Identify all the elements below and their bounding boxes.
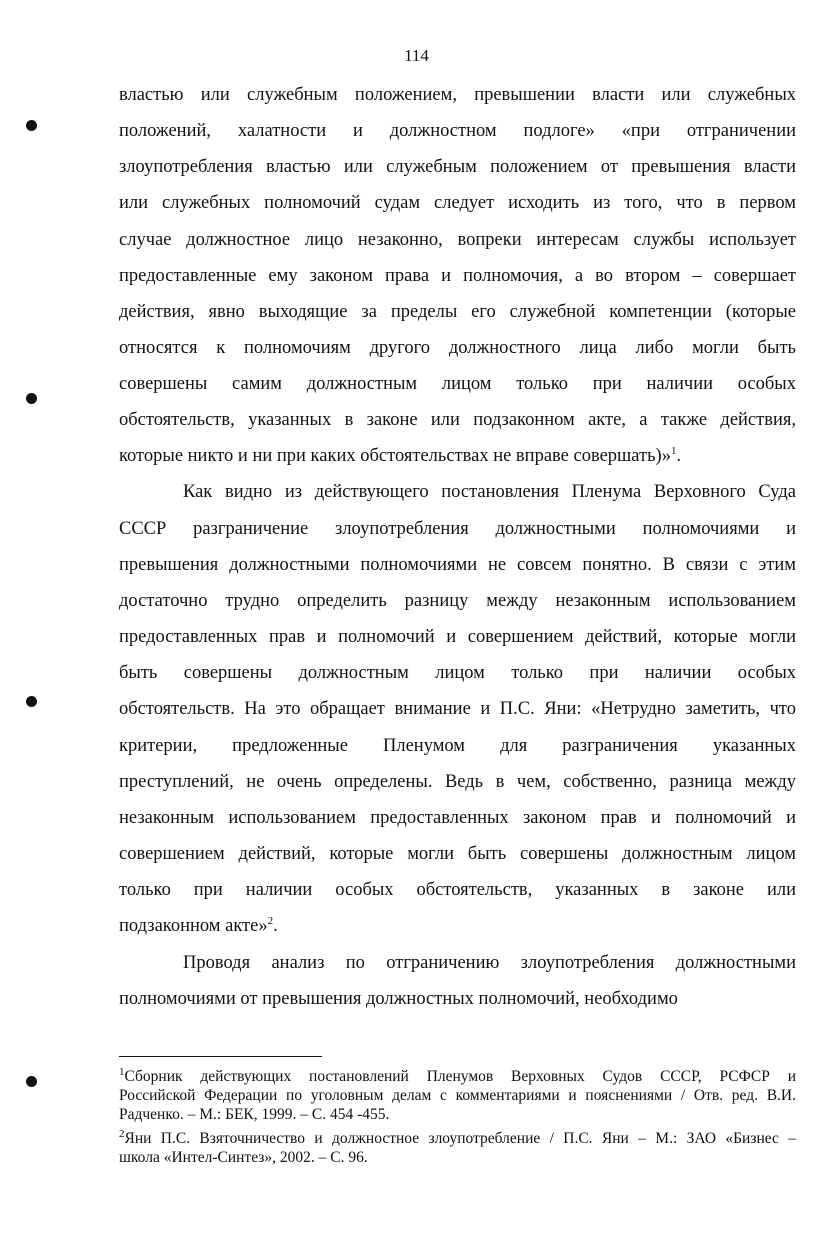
paragraph-2-line: СССР разграничение злоупотребления должностными полномочиями и bbox=[119, 519, 796, 539]
paragraph-1-line: совершены самим должностным лицом только при наличии особых bbox=[119, 374, 796, 394]
footnote-1-line: Радченко. – М.: БЕК, 1999. – С. 454 -455. bbox=[119, 1106, 390, 1123]
paragraph-2-line: предоставленных прав и полномочий и совершением действий, которые могли bbox=[119, 627, 796, 647]
paragraph-2-line: преступлений, не очень определены. Ведь в чем, собственно, разница между bbox=[119, 772, 796, 792]
footnote-2-line bbox=[119, 1127, 796, 1148]
footnote-separator bbox=[119, 1056, 322, 1057]
footnote-ref-2: 2 bbox=[267, 914, 274, 927]
paragraph-2-line: Как видно из действующего постановления Пленума Верховного Суда bbox=[183, 482, 796, 502]
paragraph-2-line: достаточно трудно определить разницу между незаконным использованием bbox=[119, 591, 796, 611]
footnote-2-number: 2 bbox=[119, 1127, 125, 1140]
paragraph-2-line: быть совершены должностным лицом только при наличии особых bbox=[119, 663, 796, 683]
paragraph-1-line: относятся к полномочиям другого должностного лица либо могли быть bbox=[119, 338, 796, 358]
paragraph-1-last-line-text: которые никто и ни при каких обстоятельствах не вправе совершать)» bbox=[119, 446, 671, 466]
paragraph-1-line: злоупотребления властью или служебным положением от превышения власти bbox=[119, 157, 796, 177]
page-number: 114 bbox=[404, 46, 429, 65]
paragraph-1-line: действия, явно выходящие за пределы его служебной компетенции (которые bbox=[119, 302, 796, 322]
paragraph-1-line: обстоятельств, указанных в законе или подзаконном акте, а также действия, bbox=[119, 410, 796, 430]
paragraph-1-line: властью или служебным положением, превышении власти или служебных bbox=[119, 85, 796, 105]
paragraph-1-line: случае должностное лицо незаконно, вопреки интересам службы использует bbox=[119, 230, 796, 250]
paragraph-1-line: или служебных полномочий судам следует исходить из того, что в первом bbox=[119, 193, 796, 213]
paragraph-2-line: только при наличии особых обстоятельств, указанных в законе или bbox=[119, 880, 796, 900]
binder-hole bbox=[26, 393, 37, 404]
binder-hole bbox=[26, 696, 37, 707]
paragraph-1-line: которые никто и ни при каких обстоятельствах не вправе совершать)»$^1$. bbox=[119, 444, 682, 466]
footnote-1-line bbox=[119, 1065, 796, 1086]
paragraph-2-line: превышения должностными полномочиями не совсем понятно. В связи с этим bbox=[119, 555, 796, 575]
paragraph-1-line: положений, халатности и должностном подлоге» «при отграничении bbox=[119, 121, 796, 141]
paragraph-2-line: подзаконном акте»$^2$. bbox=[119, 914, 278, 936]
paragraph-3-line: полномочиями от превышения должностных полномочий, необходимо bbox=[119, 989, 678, 1009]
paragraph-2-line: критерии, предложенные Пленумом для разграничения указанных bbox=[119, 736, 796, 756]
binder-hole bbox=[26, 1076, 37, 1087]
paragraph-3-line: Проводя анализ по отграничению злоупотребления должностными bbox=[183, 953, 796, 973]
paragraph-2-line: совершением действий, которые могли быть совершены должностным лицом bbox=[119, 844, 796, 864]
paragraph-2-last-line-text: подзаконном акте» bbox=[119, 916, 268, 936]
footnote-1-text: Сборник действующих постановлений Пленумов Верховных Судов СССР, РСФСР и bbox=[124, 1068, 796, 1085]
paragraph-2-line: обстоятельств. На это обращает внимание и П.С. Яни: «Нетрудно заметить, что bbox=[119, 699, 796, 719]
footnote-1-number: 1 bbox=[119, 1065, 125, 1078]
footnote-2-text: Яни П.С. Взяточничество и должностное злоупотребление / П.С. Яни – М.: ЗАО «Бизнес – bbox=[124, 1130, 796, 1147]
footnote-2-line: школа «Интел-Синтез», 2002. – С. 96. bbox=[119, 1149, 368, 1166]
footnote-1-line: Российской Федерации по уголовным делам с комментариями и пояснениями / Отв. ред. В.И. bbox=[119, 1087, 796, 1104]
paragraph-2-line: незаконным использованием предоставленных законом прав и полномочий и bbox=[119, 808, 796, 828]
binder-hole bbox=[26, 120, 37, 131]
footnote-ref-1: 1 bbox=[670, 444, 677, 457]
paragraph-1-line: предоставленные ему законом права и полномочия, а во втором – совершает bbox=[119, 266, 796, 286]
